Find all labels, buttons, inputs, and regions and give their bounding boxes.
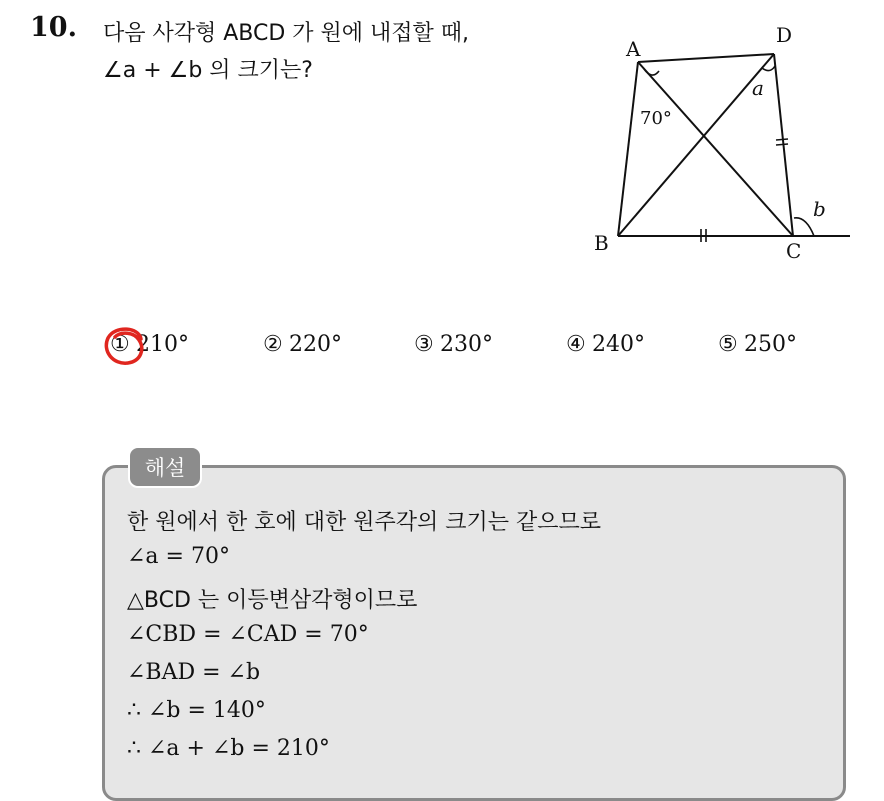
- explanation-line-4: ∠CBD = ∠CAD = 70°: [127, 622, 369, 647]
- choice-1-value: 210°: [136, 332, 189, 357]
- choice-1-number: ①: [110, 332, 130, 357]
- angle-label-a: a: [752, 76, 764, 100]
- question-text-line2: ∠a + ∠b 의 크기는?: [103, 58, 313, 83]
- vertex-label-b: B: [594, 231, 609, 255]
- choice-5[interactable]: [718, 332, 797, 357]
- question-text-line1: 다음 사각형 ABCD 가 원에 내접할 때,: [103, 21, 470, 46]
- angle-label-70: 70°: [640, 108, 672, 129]
- answer-circle-mark: [101, 321, 149, 369]
- explanation-line-5: ∠BAD = ∠b: [127, 660, 261, 685]
- vertex-label-d: D: [776, 23, 793, 47]
- choice-5-number: ⑤: [718, 332, 738, 357]
- diagonal-bd: [618, 54, 774, 236]
- diagonal-ac: [638, 62, 793, 236]
- edge-da: [638, 54, 774, 62]
- quadrilateral-figure: [580, 18, 870, 273]
- choice-3-number: ③: [414, 332, 434, 357]
- explanation-line-3: △BCD 는 이등변삼각형이므로: [127, 588, 418, 613]
- choice-3[interactable]: [414, 332, 493, 357]
- choice-4-number: ④: [566, 332, 586, 357]
- explanation-line-1: 한 원에서 한 호에 대한 원주각의 크기는 같으므로: [127, 510, 601, 535]
- edge-ab: [618, 62, 638, 236]
- choice-2[interactable]: [263, 332, 342, 357]
- choice-4-value: 240°: [592, 332, 645, 357]
- explanation-line-2: ∠a = 70°: [127, 544, 230, 569]
- vertex-label-a: A: [626, 37, 641, 61]
- explanation-line-7: ∴ ∠a + ∠b = 210°: [127, 736, 330, 761]
- explanation-tag: 해설: [128, 446, 202, 488]
- choice-5-value: 250°: [744, 332, 797, 357]
- explanation-line-6: ∴ ∠b = 140°: [127, 698, 266, 723]
- choice-4[interactable]: [566, 332, 645, 357]
- tick-cd-1: [776, 139, 788, 140]
- angle-arc-b: [794, 218, 814, 236]
- choice-2-value: 220°: [289, 332, 342, 357]
- tick-cd-2: [776, 144, 788, 145]
- choice-3-value: 230°: [440, 332, 493, 357]
- choice-2-number: ②: [263, 332, 283, 357]
- angle-label-b: b: [813, 197, 826, 221]
- question-number: 10.: [30, 12, 77, 43]
- vertex-label-c: C: [786, 239, 802, 263]
